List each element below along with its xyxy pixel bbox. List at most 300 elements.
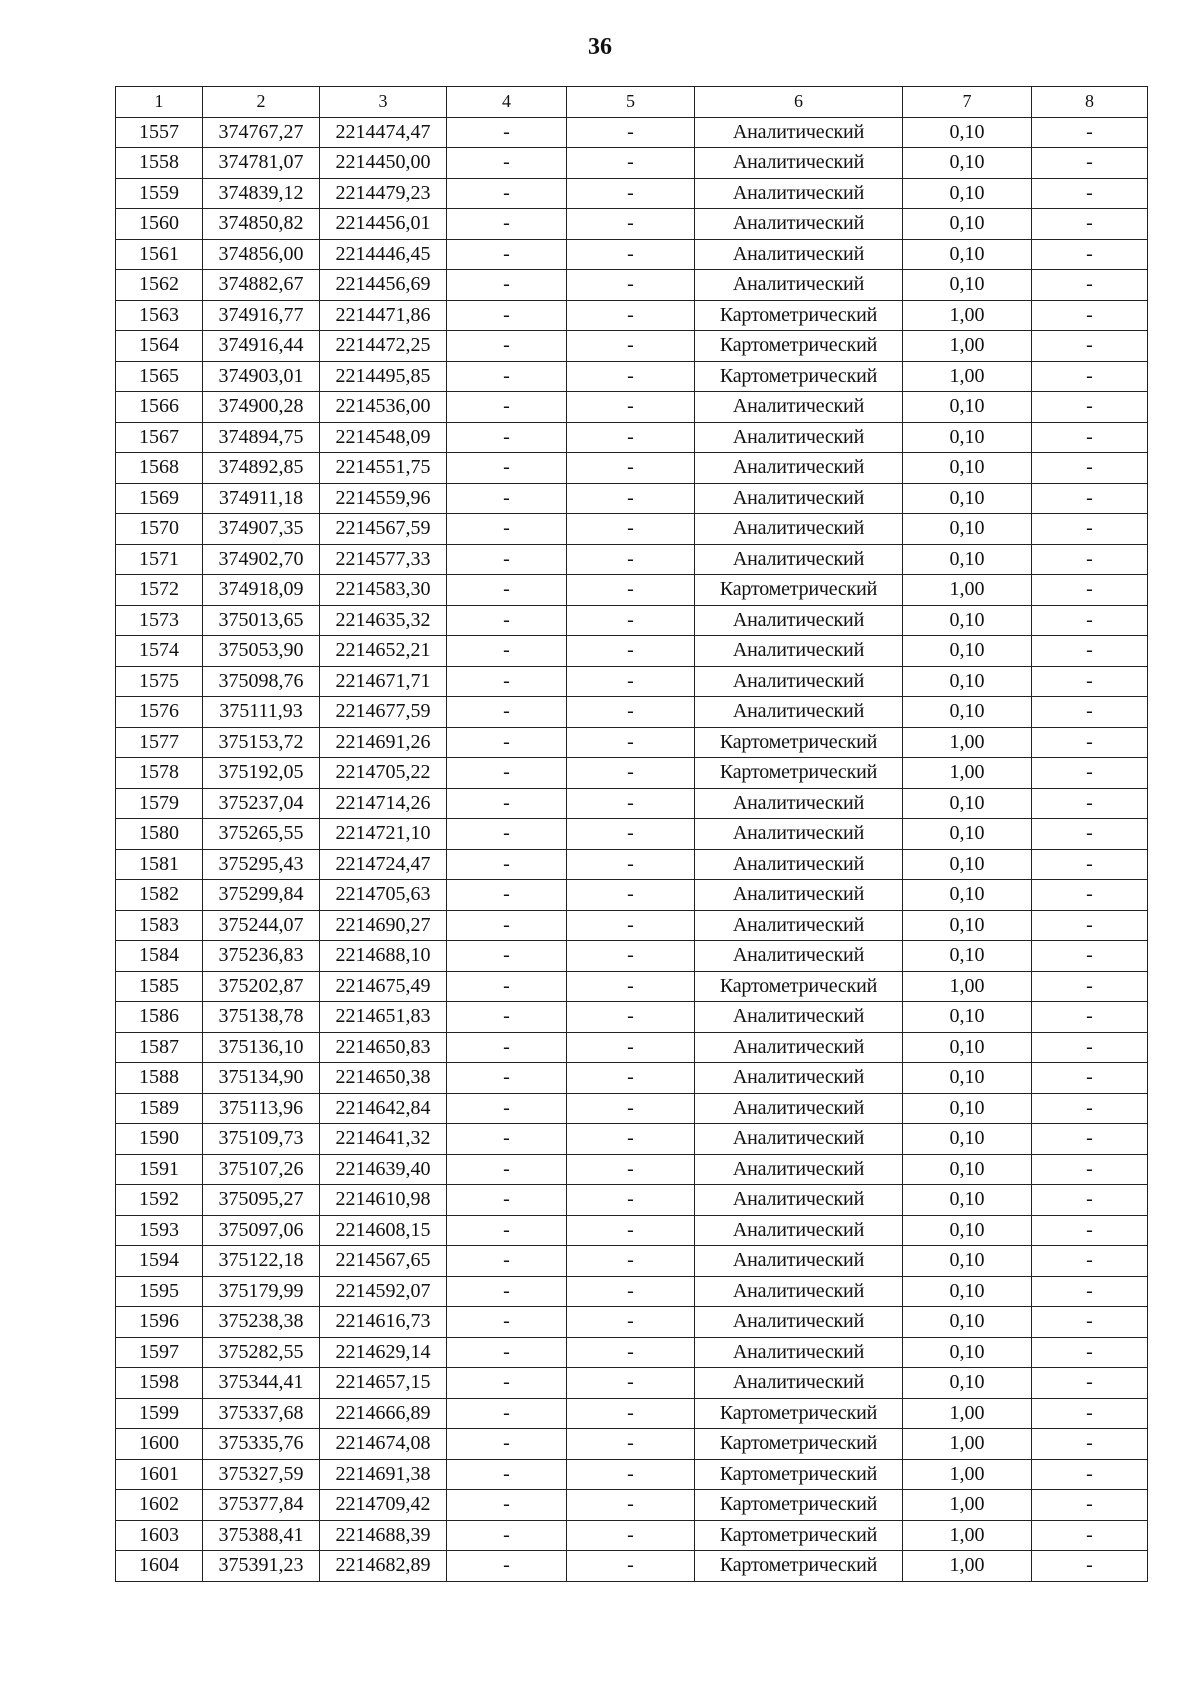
accuracy-cell: 1,00 <box>903 1490 1032 1521</box>
coord-y-cell: 2214657,15 <box>320 1368 447 1399</box>
point-number-cell: 1603 <box>116 1520 203 1551</box>
col-4-cell: - <box>447 392 567 423</box>
point-number-cell: 1567 <box>116 422 203 453</box>
col-5-cell: - <box>567 1093 695 1124</box>
table-row <box>116 453 1148 484</box>
coord-x-cell: 375109,73 <box>203 1124 320 1155</box>
accuracy-cell: 0,10 <box>903 422 1032 453</box>
point-number-cell: 1584 <box>116 941 203 972</box>
table-row <box>116 1307 1148 1338</box>
col-4-cell: - <box>447 1398 567 1429</box>
col-5-cell: - <box>567 1002 695 1033</box>
method-cell: Аналитический <box>695 544 903 575</box>
table-row <box>116 1520 1148 1551</box>
coord-x-cell: 375179,99 <box>203 1276 320 1307</box>
method-cell: Аналитический <box>695 453 903 484</box>
method-cell: Аналитический <box>695 1337 903 1368</box>
col-8-cell: - <box>1032 1520 1148 1551</box>
col-8-cell: - <box>1032 1276 1148 1307</box>
coord-y-cell: 2214691,26 <box>320 727 447 758</box>
col-4-cell: - <box>447 1185 567 1216</box>
point-number-cell: 1596 <box>116 1307 203 1338</box>
method-cell: Аналитический <box>695 1093 903 1124</box>
table-row <box>116 1429 1148 1460</box>
method-cell: Картометрический <box>695 575 903 606</box>
col-4-cell: - <box>447 575 567 606</box>
coord-x-cell: 375265,55 <box>203 819 320 850</box>
coord-y-cell: 2214610,98 <box>320 1185 447 1216</box>
coord-x-cell: 375138,78 <box>203 1002 320 1033</box>
table-row <box>116 178 1148 209</box>
table-row <box>116 148 1148 179</box>
point-number-cell: 1564 <box>116 331 203 362</box>
col-5-cell: - <box>567 361 695 392</box>
coord-x-cell: 375377,84 <box>203 1490 320 1521</box>
method-cell: Аналитический <box>695 483 903 514</box>
coord-y-cell: 2214641,32 <box>320 1124 447 1155</box>
table-row <box>116 697 1148 728</box>
table-row <box>116 270 1148 301</box>
point-number-cell: 1588 <box>116 1063 203 1094</box>
point-number-cell: 1561 <box>116 239 203 270</box>
point-number-cell: 1602 <box>116 1490 203 1521</box>
point-number-cell: 1601 <box>116 1459 203 1490</box>
method-cell: Картометрический <box>695 1398 903 1429</box>
col-8-cell: - <box>1032 727 1148 758</box>
point-number-cell: 1568 <box>116 453 203 484</box>
col-8-cell: - <box>1032 1551 1148 1582</box>
col-8-cell: - <box>1032 1398 1148 1429</box>
table-row <box>116 1246 1148 1277</box>
method-cell: Картометрический <box>695 1429 903 1460</box>
accuracy-cell: 0,10 <box>903 148 1032 179</box>
point-number-cell: 1592 <box>116 1185 203 1216</box>
method-cell: Аналитический <box>695 880 903 911</box>
point-number-cell: 1591 <box>116 1154 203 1185</box>
col-5-cell: - <box>567 971 695 1002</box>
col-8-cell: - <box>1032 514 1148 545</box>
col-8-cell: - <box>1032 148 1148 179</box>
accuracy-cell: 0,10 <box>903 1246 1032 1277</box>
accuracy-cell: 0,10 <box>903 849 1032 880</box>
coord-x-cell: 375192,05 <box>203 758 320 789</box>
method-cell: Аналитический <box>695 1246 903 1277</box>
point-number-cell: 1560 <box>116 209 203 240</box>
point-number-cell: 1570 <box>116 514 203 545</box>
point-number-cell: 1604 <box>116 1551 203 1582</box>
accuracy-cell: 1,00 <box>903 331 1032 362</box>
coord-y-cell: 2214650,38 <box>320 1063 447 1094</box>
coord-y-cell: 2214548,09 <box>320 422 447 453</box>
col-4-cell: - <box>447 1124 567 1155</box>
col-4-cell: - <box>447 1520 567 1551</box>
coord-x-cell: 375153,72 <box>203 727 320 758</box>
coord-y-cell: 2214724,47 <box>320 849 447 880</box>
method-cell: Аналитический <box>695 422 903 453</box>
method-cell: Аналитический <box>695 1032 903 1063</box>
table-row <box>116 636 1148 667</box>
col-5-cell: - <box>567 1459 695 1490</box>
coord-y-cell: 2214705,63 <box>320 880 447 911</box>
col-5-cell: - <box>567 880 695 911</box>
col-5-cell: - <box>567 239 695 270</box>
coord-y-cell: 2214456,01 <box>320 209 447 240</box>
table-row <box>116 727 1148 758</box>
point-number-cell: 1582 <box>116 880 203 911</box>
accuracy-cell: 0,10 <box>903 697 1032 728</box>
accuracy-cell: 0,10 <box>903 636 1032 667</box>
method-cell: Картометрический <box>695 331 903 362</box>
coord-y-cell: 2214709,42 <box>320 1490 447 1521</box>
coord-x-cell: 374856,00 <box>203 239 320 270</box>
table-row <box>116 941 1148 972</box>
col-8-cell: - <box>1032 483 1148 514</box>
table-row <box>116 605 1148 636</box>
coord-y-cell: 2214688,39 <box>320 1520 447 1551</box>
col-8-cell: - <box>1032 575 1148 606</box>
coord-y-cell: 2214567,59 <box>320 514 447 545</box>
col-8-cell: - <box>1032 331 1148 362</box>
col-4-cell: - <box>447 209 567 240</box>
coord-x-cell: 374916,44 <box>203 331 320 362</box>
method-cell: Картометрический <box>695 1551 903 1582</box>
coord-x-cell: 375344,41 <box>203 1368 320 1399</box>
col-5-cell: - <box>567 788 695 819</box>
col-4-cell: - <box>447 1154 567 1185</box>
col-8-cell: - <box>1032 910 1148 941</box>
col-4-cell: - <box>447 514 567 545</box>
method-cell: Аналитический <box>695 1124 903 1155</box>
col-8-cell: - <box>1032 788 1148 819</box>
col-4-cell: - <box>447 1093 567 1124</box>
method-cell: Аналитический <box>695 514 903 545</box>
coord-x-cell: 375134,90 <box>203 1063 320 1094</box>
col-4-cell: - <box>447 422 567 453</box>
col-8-cell: - <box>1032 117 1148 148</box>
coord-y-cell: 2214616,73 <box>320 1307 447 1338</box>
point-number-cell: 1589 <box>116 1093 203 1124</box>
accuracy-cell: 0,10 <box>903 1276 1032 1307</box>
coord-x-cell: 374916,77 <box>203 300 320 331</box>
table-row <box>116 422 1148 453</box>
coord-y-cell: 2214450,00 <box>320 148 447 179</box>
point-number-cell: 1600 <box>116 1429 203 1460</box>
coord-x-cell: 374918,09 <box>203 575 320 606</box>
table-row <box>116 239 1148 270</box>
col-5-cell: - <box>567 605 695 636</box>
col-5-cell: - <box>567 1154 695 1185</box>
coord-x-cell: 375237,04 <box>203 788 320 819</box>
table-row <box>116 788 1148 819</box>
accuracy-cell: 0,10 <box>903 1337 1032 1368</box>
col-5-cell: - <box>567 697 695 728</box>
method-cell: Аналитический <box>695 666 903 697</box>
col-8-cell: - <box>1032 880 1148 911</box>
col-4-cell: - <box>447 1246 567 1277</box>
col-4-cell: - <box>447 758 567 789</box>
method-cell: Аналитический <box>695 910 903 941</box>
method-cell: Аналитический <box>695 605 903 636</box>
table-row <box>116 1002 1148 1033</box>
col-5-cell: - <box>567 1215 695 1246</box>
header-row <box>116 87 1148 118</box>
accuracy-cell: 1,00 <box>903 1520 1032 1551</box>
col-8-cell: - <box>1032 1368 1148 1399</box>
accuracy-cell: 0,10 <box>903 239 1032 270</box>
accuracy-cell: 0,10 <box>903 819 1032 850</box>
column-header-3: 3 <box>320 87 447 118</box>
accuracy-cell: 0,10 <box>903 1032 1032 1063</box>
method-cell: Аналитический <box>695 117 903 148</box>
col-4-cell: - <box>447 697 567 728</box>
table-row <box>116 392 1148 423</box>
col-5-cell: - <box>567 941 695 972</box>
method-cell: Картометрический <box>695 300 903 331</box>
method-cell: Аналитический <box>695 1368 903 1399</box>
table-row <box>116 1215 1148 1246</box>
accuracy-cell: 0,10 <box>903 392 1032 423</box>
method-cell: Аналитический <box>695 1185 903 1216</box>
coordinates-table <box>115 86 1148 1582</box>
col-5-cell: - <box>567 575 695 606</box>
coord-x-cell: 375236,83 <box>203 941 320 972</box>
col-4-cell: - <box>447 971 567 1002</box>
accuracy-cell: 0,10 <box>903 666 1032 697</box>
col-4-cell: - <box>447 483 567 514</box>
accuracy-cell: 0,10 <box>903 1368 1032 1399</box>
accuracy-cell: 1,00 <box>903 575 1032 606</box>
col-8-cell: - <box>1032 819 1148 850</box>
col-5-cell: - <box>567 666 695 697</box>
method-cell: Аналитический <box>695 636 903 667</box>
col-8-cell: - <box>1032 1429 1148 1460</box>
method-cell: Аналитический <box>695 270 903 301</box>
col-4-cell: - <box>447 178 567 209</box>
col-4-cell: - <box>447 1337 567 1368</box>
col-4-cell: - <box>447 270 567 301</box>
table-row <box>116 544 1148 575</box>
method-cell: Аналитический <box>695 1215 903 1246</box>
col-4-cell: - <box>447 1429 567 1460</box>
method-cell: Картометрический <box>695 361 903 392</box>
method-cell: Картометрический <box>695 1520 903 1551</box>
point-number-cell: 1566 <box>116 392 203 423</box>
method-cell: Аналитический <box>695 209 903 240</box>
col-5-cell: - <box>567 819 695 850</box>
table-row <box>116 1032 1148 1063</box>
col-8-cell: - <box>1032 941 1148 972</box>
column-header-5: 5 <box>567 87 695 118</box>
col-8-cell: - <box>1032 1002 1148 1033</box>
col-8-cell: - <box>1032 178 1148 209</box>
method-cell: Аналитический <box>695 178 903 209</box>
accuracy-cell: 1,00 <box>903 361 1032 392</box>
table-row <box>116 575 1148 606</box>
point-number-cell: 1562 <box>116 270 203 301</box>
col-5-cell: - <box>567 849 695 880</box>
col-4-cell: - <box>447 544 567 575</box>
col-5-cell: - <box>567 331 695 362</box>
coord-x-cell: 374894,75 <box>203 422 320 453</box>
coord-y-cell: 2214567,65 <box>320 1246 447 1277</box>
accuracy-cell: 0,10 <box>903 880 1032 911</box>
col-5-cell: - <box>567 178 695 209</box>
accuracy-cell: 1,00 <box>903 300 1032 331</box>
accuracy-cell: 1,00 <box>903 727 1032 758</box>
accuracy-cell: 0,10 <box>903 605 1032 636</box>
coord-y-cell: 2214671,71 <box>320 666 447 697</box>
method-cell: Картометрический <box>695 1490 903 1521</box>
col-8-cell: - <box>1032 1093 1148 1124</box>
coord-x-cell: 375097,06 <box>203 1215 320 1246</box>
point-number-cell: 1559 <box>116 178 203 209</box>
table-row <box>116 117 1148 148</box>
point-number-cell: 1590 <box>116 1124 203 1155</box>
col-4-cell: - <box>447 941 567 972</box>
column-header-8: 8 <box>1032 87 1148 118</box>
col-5-cell: - <box>567 1490 695 1521</box>
col-4-cell: - <box>447 1459 567 1490</box>
method-cell: Аналитический <box>695 1276 903 1307</box>
col-4-cell: - <box>447 1063 567 1094</box>
table-row <box>116 1093 1148 1124</box>
coord-y-cell: 2214577,33 <box>320 544 447 575</box>
coord-x-cell: 374882,67 <box>203 270 320 301</box>
col-4-cell: - <box>447 239 567 270</box>
col-8-cell: - <box>1032 1124 1148 1155</box>
col-4-cell: - <box>447 880 567 911</box>
accuracy-cell: 0,10 <box>903 1124 1032 1155</box>
accuracy-cell: 0,10 <box>903 1307 1032 1338</box>
method-cell: Аналитический <box>695 1063 903 1094</box>
accuracy-cell: 0,10 <box>903 1063 1032 1094</box>
accuracy-cell: 0,10 <box>903 453 1032 484</box>
point-number-cell: 1572 <box>116 575 203 606</box>
coord-x-cell: 375282,55 <box>203 1337 320 1368</box>
coord-y-cell: 2214479,23 <box>320 178 447 209</box>
col-4-cell: - <box>447 1490 567 1521</box>
col-5-cell: - <box>567 422 695 453</box>
coord-x-cell: 375202,87 <box>203 971 320 1002</box>
col-4-cell: - <box>447 819 567 850</box>
accuracy-cell: 0,10 <box>903 178 1032 209</box>
col-4-cell: - <box>447 666 567 697</box>
table-row <box>116 514 1148 545</box>
table-row <box>116 209 1148 240</box>
col-4-cell: - <box>447 331 567 362</box>
table-row <box>116 1459 1148 1490</box>
col-4-cell: - <box>447 605 567 636</box>
method-cell: Аналитический <box>695 1002 903 1033</box>
point-number-cell: 1578 <box>116 758 203 789</box>
coord-x-cell: 375095,27 <box>203 1185 320 1216</box>
coord-y-cell: 2214721,10 <box>320 819 447 850</box>
method-cell: Картометрический <box>695 727 903 758</box>
col-4-cell: - <box>447 1551 567 1582</box>
col-4-cell: - <box>447 1307 567 1338</box>
column-header-2: 2 <box>203 87 320 118</box>
col-5-cell: - <box>567 910 695 941</box>
col-4-cell: - <box>447 788 567 819</box>
coord-x-cell: 375391,23 <box>203 1551 320 1582</box>
table-row <box>116 483 1148 514</box>
table-row <box>116 849 1148 880</box>
accuracy-cell: 0,10 <box>903 270 1032 301</box>
point-number-cell: 1557 <box>116 117 203 148</box>
col-8-cell: - <box>1032 971 1148 1002</box>
point-number-cell: 1576 <box>116 697 203 728</box>
accuracy-cell: 0,10 <box>903 1215 1032 1246</box>
col-5-cell: - <box>567 1063 695 1094</box>
col-8-cell: - <box>1032 209 1148 240</box>
coord-x-cell: 374902,70 <box>203 544 320 575</box>
coord-x-cell: 375053,90 <box>203 636 320 667</box>
col-8-cell: - <box>1032 239 1148 270</box>
method-cell: Аналитический <box>695 941 903 972</box>
coord-x-cell: 375244,07 <box>203 910 320 941</box>
coord-x-cell: 374900,28 <box>203 392 320 423</box>
point-number-cell: 1593 <box>116 1215 203 1246</box>
coord-y-cell: 2214456,69 <box>320 270 447 301</box>
coord-y-cell: 2214536,00 <box>320 392 447 423</box>
point-number-cell: 1558 <box>116 148 203 179</box>
col-8-cell: - <box>1032 1337 1148 1368</box>
col-8-cell: - <box>1032 1490 1148 1521</box>
point-number-cell: 1563 <box>116 300 203 331</box>
accuracy-cell: 0,10 <box>903 1154 1032 1185</box>
method-cell: Аналитический <box>695 819 903 850</box>
accuracy-cell: 1,00 <box>903 1398 1032 1429</box>
col-8-cell: - <box>1032 605 1148 636</box>
point-number-cell: 1580 <box>116 819 203 850</box>
table-row <box>116 758 1148 789</box>
coord-y-cell: 2214675,49 <box>320 971 447 1002</box>
coord-x-cell: 375013,65 <box>203 605 320 636</box>
accuracy-cell: 1,00 <box>903 1551 1032 1582</box>
col-5-cell: - <box>567 300 695 331</box>
coord-x-cell: 375295,43 <box>203 849 320 880</box>
col-5-cell: - <box>567 148 695 179</box>
col-8-cell: - <box>1032 544 1148 575</box>
col-4-cell: - <box>447 1002 567 1033</box>
col-8-cell: - <box>1032 1185 1148 1216</box>
method-cell: Аналитический <box>695 392 903 423</box>
col-5-cell: - <box>567 209 695 240</box>
accuracy-cell: 1,00 <box>903 1429 1032 1460</box>
coord-x-cell: 375113,96 <box>203 1093 320 1124</box>
point-number-cell: 1585 <box>116 971 203 1002</box>
coord-x-cell: 374907,35 <box>203 514 320 545</box>
col-5-cell: - <box>567 514 695 545</box>
col-8-cell: - <box>1032 392 1148 423</box>
column-header-4: 4 <box>447 87 567 118</box>
point-number-cell: 1599 <box>116 1398 203 1429</box>
col-5-cell: - <box>567 1185 695 1216</box>
col-8-cell: - <box>1032 270 1148 301</box>
col-4-cell: - <box>447 910 567 941</box>
point-number-cell: 1579 <box>116 788 203 819</box>
table-row <box>116 910 1148 941</box>
point-number-cell: 1575 <box>116 666 203 697</box>
method-cell: Аналитический <box>695 148 903 179</box>
method-cell: Аналитический <box>695 1154 903 1185</box>
table-row <box>116 1276 1148 1307</box>
coord-y-cell: 2214650,83 <box>320 1032 447 1063</box>
coord-y-cell: 2214688,10 <box>320 941 447 972</box>
accuracy-cell: 1,00 <box>903 971 1032 1002</box>
col-4-cell: - <box>447 1032 567 1063</box>
method-cell: Аналитический <box>695 788 903 819</box>
